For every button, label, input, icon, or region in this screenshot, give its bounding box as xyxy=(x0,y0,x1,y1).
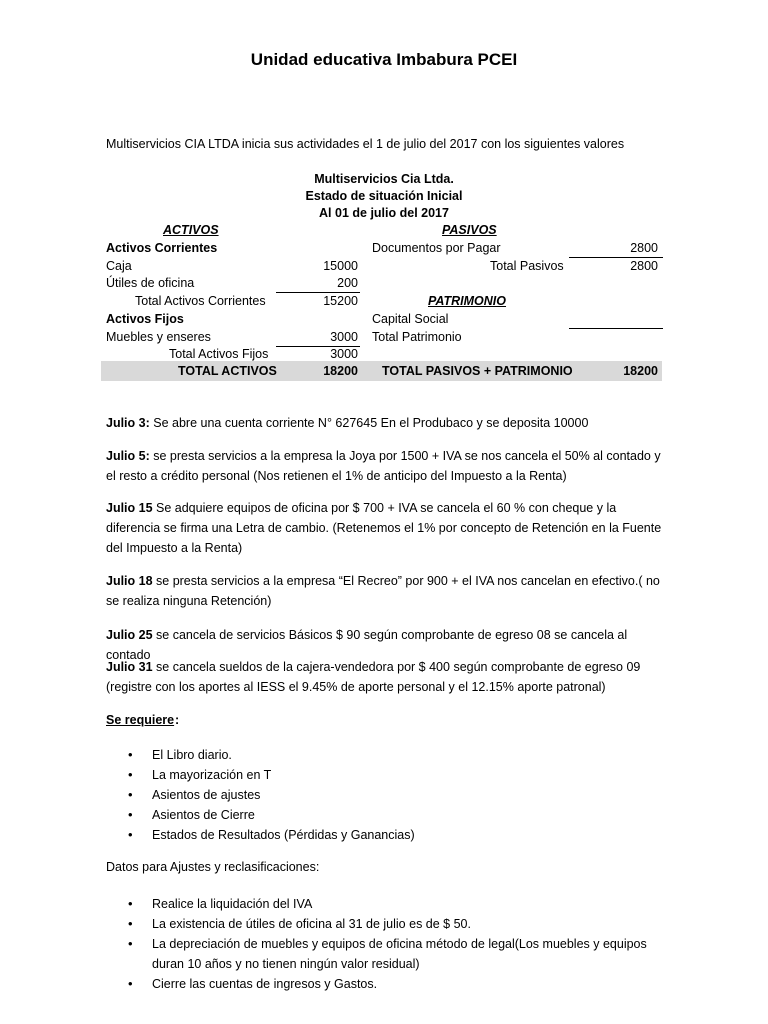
activos-corrientes-label: Activos Corrientes xyxy=(106,241,218,255)
subtotal-rule xyxy=(569,257,663,258)
activos-fijos-label: Activos Fijos xyxy=(106,312,184,326)
list-item: • Cierre las cuentas de ingresos y Gastos. xyxy=(106,974,666,994)
transaction-date: Julio 25 xyxy=(106,628,153,642)
docs-pagar-value: 2800 xyxy=(630,241,658,255)
total-pasivos-label: Total Pasivos xyxy=(490,259,564,273)
balance-statement: Estado de situación Inicial xyxy=(305,189,463,203)
list-item: • La mayorización en T xyxy=(106,765,415,785)
total-patrimonio-label: Total Patrimonio xyxy=(372,330,462,344)
total-corrientes-label: Total Activos Corrientes xyxy=(135,294,266,308)
page-title: Unidad educativa Imbabura PCEI xyxy=(250,50,518,69)
transaction-paragraph xyxy=(106,498,666,558)
patrimonio-header: PATRIMONIO xyxy=(428,294,507,308)
capital-label: Capital Social xyxy=(372,312,449,326)
transaction-date: Julio 31 xyxy=(106,660,153,674)
utiles-value: 200 xyxy=(337,276,358,290)
total-pas-pat-value: 18200 xyxy=(623,364,658,378)
transaction-paragraph xyxy=(106,446,666,486)
subtotal-rule xyxy=(276,292,360,293)
docs-pagar-label: Documentos por Pagar xyxy=(372,241,501,255)
list-item: • El Libro diario. xyxy=(106,745,415,765)
total-fijos-value: 3000 xyxy=(330,347,358,361)
muebles-value: 3000 xyxy=(330,330,358,344)
list-item: • Asientos de Cierre xyxy=(106,805,415,825)
intro-text: Multiservicios CIA LTDA inicia sus actividades el 1 de julio del 2017 con los siguientes valores xyxy=(106,137,625,151)
transaction-text: se cancela sueldos de la cajera-vendedora por $ 400 según comprobante de egreso 09 (registre con los aportes al IESS el 9.45% de aporte personal y el 12.15% aporte patronal) xyxy=(106,660,641,694)
transaction-text: Se abre una cuenta corriente N° 627645 En el Produbaco y se deposita 10000 xyxy=(149,416,589,430)
pasivos-header: PASIVOS xyxy=(442,223,497,237)
transaction-text: se presta servicios a la empresa la Joya por 1500 + IVA se nos cancela el 50% al contado y el resto a crédito personal (Nos retienen el 1% de anticipo del Impuesto a la Renta) xyxy=(106,449,661,483)
activos-header: ACTIVOS xyxy=(163,223,219,237)
balance-company: Multiservicios Cia Ltda. xyxy=(314,172,454,186)
transaction-date: Julio 3: xyxy=(106,416,150,430)
list-item: • Asientos de ajustes xyxy=(106,785,415,805)
balance-date: Al 01 de julio del 2017 xyxy=(319,206,449,220)
total-fijos-label: Total Activos Fijos xyxy=(169,347,269,361)
transaction-paragraph xyxy=(106,657,666,697)
list-item: • La existencia de útiles de oficina al 31 de julio es de $ 50. xyxy=(106,914,666,934)
total-pas-pat-label: TOTAL PASIVOS + PATRIMONIO xyxy=(382,364,573,378)
caja-label: Caja xyxy=(106,259,132,273)
transaction-date: Julio 5: xyxy=(106,449,150,463)
requirements-list xyxy=(106,745,415,845)
adjustments-heading: Datos para Ajustes y reclasificaciones: xyxy=(106,860,320,874)
transaction-paragraph xyxy=(106,413,666,433)
transaction-text: se cancela de servicios Básicos $ 90 según comprobante de egreso 08 se cancela al contado xyxy=(106,628,628,662)
list-item: • Estados de Resultados (Pérdidas y Ganancias) xyxy=(106,825,415,845)
transaction-text: se presta servicios a la empresa “El Recreo” por 900 + el IVA nos cancelan en efectivo.( no se realiza ninguna Retención) xyxy=(106,574,660,608)
list-item: • La depreciación de muebles y equipos de oficina método de legal(Los muebles y equipos duran 10 años y no tienen ningún valor residual) xyxy=(106,934,666,974)
transaction-date: Julio 15 xyxy=(106,501,153,515)
transaction-date: Julio 18 xyxy=(106,574,153,588)
muebles-label: Muebles y enseres xyxy=(106,330,211,344)
transaction-paragraph xyxy=(106,571,666,611)
total-activos-label: TOTAL ACTIVOS xyxy=(178,364,277,378)
transaction-text: Se adquiere equipos de oficina por $ 700 + IVA se cancela el 60 % con cheque y la diferencia se firma una Letra de cambio. (Retenemos el 1% por concepto de Retención en la Fuente del Impuesto a la Renta) xyxy=(106,501,662,555)
utiles-label: Útiles de oficina xyxy=(106,276,195,290)
caja-value: 15000 xyxy=(323,259,358,273)
requirements-colon: : xyxy=(175,713,180,727)
list-item: • Realice la liquidación del IVA xyxy=(106,894,666,914)
total-pasivos-value: 2800 xyxy=(630,259,658,273)
total-corrientes-value: 15200 xyxy=(323,294,358,308)
subtotal-rule xyxy=(569,328,663,329)
adjustments-list xyxy=(106,894,666,994)
requirements-heading xyxy=(106,713,174,727)
requirements-label: Se requiere xyxy=(106,713,175,727)
total-activos-value: 18200 xyxy=(323,364,358,378)
